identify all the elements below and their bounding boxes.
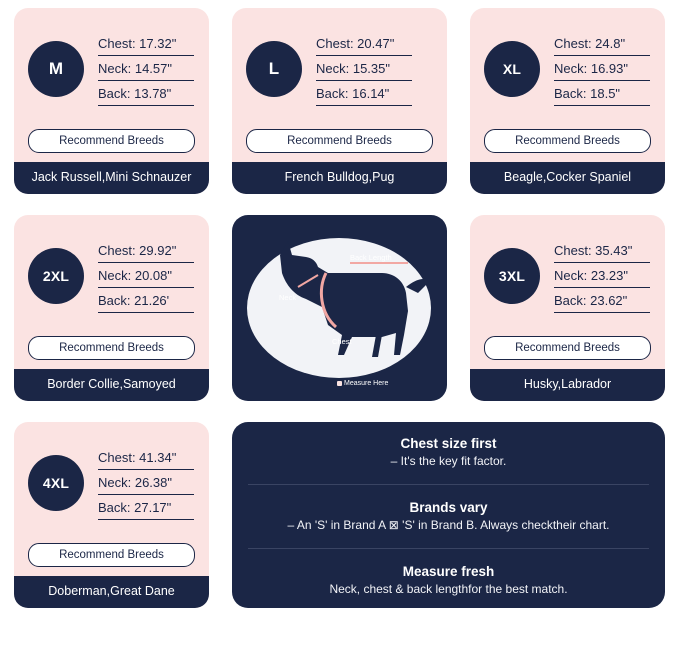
measure-marker-icon — [337, 381, 342, 386]
measure-back: Back: 23.62" — [554, 289, 650, 313]
breeds-bar: French Bulldog,Pug — [232, 162, 447, 194]
card-top — [470, 215, 665, 336]
tip-brands-vary — [248, 500, 649, 532]
measurement-list — [554, 239, 650, 313]
dog-measurement-diagram — [232, 215, 447, 401]
label-chest: Chest — [332, 337, 352, 346]
measure-chest: Chest: 24.8" — [554, 32, 650, 56]
measurement-list — [554, 32, 650, 106]
tip-title: Measure fresh — [402, 564, 495, 579]
label-measure-here: Measure Here — [344, 380, 389, 387]
measure-neck: Neck: 15.35" — [316, 57, 412, 81]
measure-neck: Neck: 26.38" — [98, 471, 194, 495]
breeds-bar: Doberman,Great Dane — [14, 576, 209, 608]
divider — [248, 484, 649, 485]
recommend-wrap — [14, 336, 209, 369]
recommend-breeds-button[interactable]: Recommend Breeds — [484, 336, 651, 360]
label-neck: Neck — [279, 293, 297, 302]
card-top — [14, 422, 209, 543]
card-top — [232, 8, 447, 129]
size-badge: 4XL — [28, 455, 84, 511]
tip-measure-fresh — [248, 564, 649, 596]
breeds-bar: Border Collie,Samoyed — [14, 369, 209, 401]
recommend-breeds-button[interactable]: Recommend Breeds — [28, 543, 195, 567]
dog-diagram-svg — [232, 215, 447, 401]
size-badge: XL — [484, 41, 540, 97]
size-card-m[interactable] — [14, 8, 209, 194]
recommend-breeds-button[interactable]: Recommend Breeds — [28, 336, 195, 360]
recommend-breeds-button[interactable]: Recommend Breeds — [246, 129, 433, 153]
recommend-wrap — [470, 336, 665, 369]
measure-back: Back: 27.17" — [98, 496, 194, 520]
measure-neck: Neck: 14.57" — [98, 57, 194, 81]
breeds-bar: Husky,Labrador — [470, 369, 665, 401]
card-top — [14, 8, 209, 129]
measure-back: Back: 21.26' — [98, 289, 194, 313]
size-badge: M — [28, 41, 84, 97]
tip-chest-size-first — [248, 436, 649, 468]
measure-chest: Chest: 35.43" — [554, 239, 650, 263]
size-badge: 2XL — [28, 248, 84, 304]
size-badge: L — [246, 41, 302, 97]
recommend-breeds-button[interactable]: Recommend Breeds — [28, 129, 195, 153]
card-top — [14, 215, 209, 336]
tip-text: Neck, chest & back lengthfor the best match. — [329, 582, 568, 596]
card-top — [470, 8, 665, 129]
recommend-wrap — [470, 129, 665, 162]
divider — [248, 548, 649, 549]
recommend-wrap — [14, 543, 209, 576]
measure-back: Back: 18.5" — [554, 82, 650, 106]
fit-tips-card — [232, 422, 665, 608]
tip-title: Brands vary — [409, 500, 488, 515]
measure-chest: Chest: 29.92" — [98, 239, 194, 263]
measure-back: Back: 16.14" — [316, 82, 412, 106]
tip-title: Chest size first — [400, 436, 497, 451]
size-card-4xl[interactable] — [14, 422, 209, 608]
breeds-bar: Jack Russell,Mini Schnauzer — [14, 162, 209, 194]
measure-neck: Neck: 23.23" — [554, 264, 650, 288]
measurement-list — [98, 32, 194, 106]
measurement-list — [98, 446, 194, 520]
breeds-bar: Beagle,Cocker Spaniel — [470, 162, 665, 194]
size-card-2xl[interactable] — [14, 215, 209, 401]
label-back-length: Back Length — [350, 253, 392, 262]
card-grid — [14, 8, 666, 608]
size-badge: 3XL — [484, 248, 540, 304]
tip-text: – It's the key fit factor. — [390, 454, 507, 468]
tip-text: – An 'S' in Brand A ⊠ 'S' in Brand B. Always checktheir chart. — [287, 518, 610, 532]
size-card-l[interactable] — [232, 8, 447, 194]
size-card-xl[interactable] — [470, 8, 665, 194]
measurement-list — [98, 239, 194, 313]
measure-neck: Neck: 20.08" — [98, 264, 194, 288]
measure-chest: Chest: 41.34" — [98, 446, 194, 470]
recommend-wrap — [14, 129, 209, 162]
measurement-list — [316, 32, 412, 106]
measure-back: Back: 13.78" — [98, 82, 194, 106]
measure-neck: Neck: 16.93" — [554, 57, 650, 81]
size-card-3xl[interactable] — [470, 215, 665, 401]
measure-chest: Chest: 17.32" — [98, 32, 194, 56]
recommend-breeds-button[interactable]: Recommend Breeds — [484, 129, 651, 153]
measure-chest: Chest: 20.47" — [316, 32, 412, 56]
recommend-wrap — [232, 129, 447, 162]
